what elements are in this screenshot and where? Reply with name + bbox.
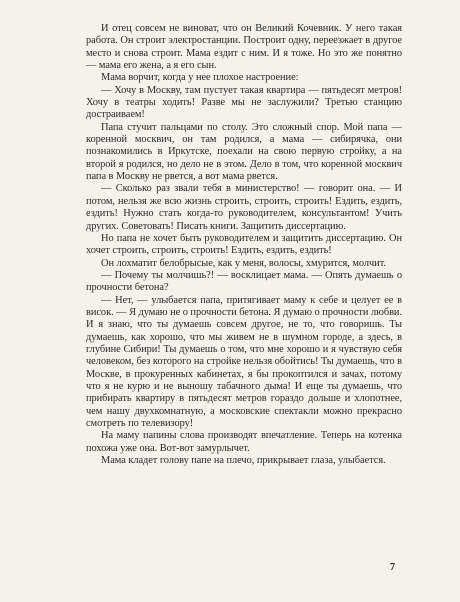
paragraph: На маму папины слова производят впечатление. Теперь на котенка похожа уже она. Вот-вот замурлычет. xyxy=(86,430,402,454)
paragraph: И отец совсем не виноват, что он Великий Кочевник. У него такая работа. Он строит электростанции. Построит одну, переезжает в другое место и снова строит. Мама ездит с ним. И я тоже. Но это же понятно — мама его жена, а я его сын. xyxy=(86,23,402,72)
paragraph: Он лохматит белобрысые, как у меня, волосы, хмурится, молчит. xyxy=(101,257,386,269)
paragraph: — Сколько раз звали тебя в министерство! — говорит она. — И потом, нельзя же всю жизнь строить, строить, строить! Ездить, ездить, ездить! Нужно стать когда-то руководителем, консультантом! Учить других. Советовать! Писать книги. Защитить диссертацию. xyxy=(86,183,402,232)
paragraph: Но папа не хочет быть руководителем и защитить диссертацию. Он хочет строить, строить, строить! Ездить, ездить, ездить! xyxy=(86,232,402,257)
paragraph: Мама кладет голову папе на плечо, прикрывает глаза, улыбается. xyxy=(101,455,386,467)
paragraph: — Хочу в Москву, там пустует такая квартира — пятьдесят метров! Хочу в театры ходить! Разве мы не заслужили? Третью станцию достраиваем! xyxy=(86,84,402,121)
paragraph: Мама ворчит, когда у нее плохое настроение: xyxy=(101,72,299,84)
paragraph: Папа стучит пальцами по столу. Это сложный спор. Мой папа — коренной москвич, он там родился, а мама — сибирячка, они познакомились в Иркутске, поехали на свою первую стройку, а на второй я родился, но дело не в этом. Дело в том, что коренной москвич папа в Москву не рвется, а вот мама рвется. xyxy=(86,121,402,183)
paragraph: — Почему ты молчишь?! — восклицает мама. — Опять думаешь о прочности бетона? xyxy=(86,269,402,294)
page-number: 7 xyxy=(390,562,395,573)
paragraph: — Нет, — улыбается папа, притягивает маму к себе и целует ее в висок. — Я думаю не о прочности бетона. Я думаю о прочности любви. И я знаю, что ты думаешь совсем другое, не то, что говоришь. Ты думаешь, как хорошо, что мы живем не в шумном городе, а здесь, в глубине Сибири! Ты думаешь о том, что мне хорошо и я чувствую себя человеком, без которого на стройке нельзя обойтись! Ты думаешь, что в Москве, в прокуренных кабинетах, я бы прокоптился и зачах, потому что я не курю и не выношу табачного дыма! И еще ты думаешь, что прибирать квартиру в пятьдесят метров гораздо дольше и хлопотнее, чем нашу двухкомнатную, а московские спектакли можно прекрасно смотреть по телевизору! xyxy=(86,294,402,429)
page-body-text xyxy=(86,23,402,467)
